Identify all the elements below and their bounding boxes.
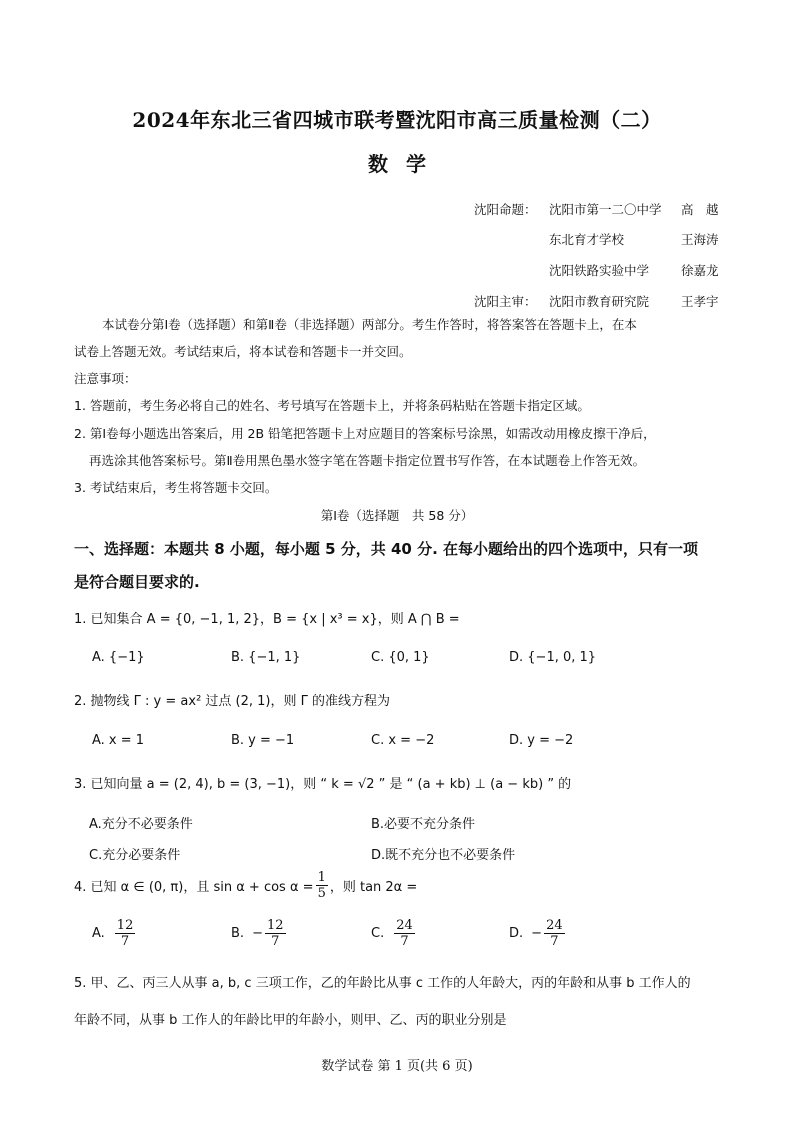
note-3: 3. 考试结束后，考生将答题卡交回。 xyxy=(74,480,278,495)
fraction-denominator: 7 xyxy=(271,934,280,949)
intro-line-2: 试卷上答题无效。考试结束后，将本试卷和答题卡一并交回。 xyxy=(74,344,412,359)
option-label: A. xyxy=(92,926,105,941)
proposers-label: 沈阳命题： xyxy=(474,202,537,217)
question-4-stem xyxy=(74,870,417,901)
option-label: C. xyxy=(371,926,385,941)
question-3-stem: 3. 已知向量 a = (2, 4), b = (3, −1)，则 “ k = √2 ” 是 “ (a + kb) ⊥ (a − kb) ” 的 xyxy=(74,777,572,792)
reviewer-label: 沈阳主审： xyxy=(474,294,537,309)
page-footer: 数学试卷 第 1 页(共 6 页) xyxy=(321,1059,473,1074)
note-1: 1. 答题前，考生务必将自己的姓名、考号填写在答题卡上，并将条码粘贴在答题卡指定区域。 xyxy=(74,398,590,413)
question-2-option-a: A. x = 1 xyxy=(92,733,145,748)
question-3-option-d: D.既不充分也不必要条件 xyxy=(371,848,516,863)
question-2-option-b: B. y = −1 xyxy=(231,733,295,748)
notes-heading: 注意事项： xyxy=(74,371,137,386)
question-1-option-a: A. {−1} xyxy=(92,650,145,665)
question-2-stem: 2. 抛物线 Γ : y = ax² 过点 (2, 1)，则 Γ 的准线方程为 xyxy=(74,694,390,709)
question-2-option-d: D. y = −2 xyxy=(509,733,574,748)
option-fraction xyxy=(115,918,136,949)
note-2a: 2. 第Ⅰ卷每小题选出答案后，用 2B 铅笔把答题卡上对应题目的答案标号涂黑，如需改动用橡皮擦干净后， xyxy=(74,426,656,441)
note-2b: 再选涂其他答案标号。第Ⅱ卷用黑色墨水签字笔在答题卡指定位置书写作答，在本试题卷上作答无效。 xyxy=(89,453,646,468)
fraction-denominator: 7 xyxy=(120,934,130,949)
question-4-stem-pre: 4. 已知 α ∈ (0, π)，且 sin α + cos α = xyxy=(74,880,314,895)
question-2-option-c: C. x = −2 xyxy=(371,733,435,748)
fraction-denominator: 5 xyxy=(317,886,326,901)
reviewer-school: 沈阳市教育研究院 xyxy=(549,294,650,309)
question-1-stem: 1. 已知集合 A = {0, −1, 1, 2}，B = {x | x³ = x}，则 A ⋂ B = xyxy=(74,612,460,627)
option-label: B. xyxy=(231,926,245,941)
question-4-option-b xyxy=(231,918,288,949)
question-5-line-2: 年龄不同，从事 b 工作人的年龄比甲的年龄小，则甲、乙、丙的职业分别是 xyxy=(74,1013,507,1028)
option-label: D. xyxy=(509,926,524,941)
proposer-school-3: 沈阳铁路实验中学 xyxy=(549,263,650,278)
question-4-option-a xyxy=(92,918,137,949)
question-1-option-c: C. {0, 1} xyxy=(371,650,430,665)
question-3-option-a: A.充分不必要条件 xyxy=(89,817,193,832)
option-fraction xyxy=(394,918,415,949)
question-1-option-d: D. {−1, 0, 1} xyxy=(509,650,597,665)
question-4-stem-fraction xyxy=(316,870,328,901)
proposer-name-3: 徐嘉龙 xyxy=(681,263,719,278)
question-4-option-d xyxy=(509,918,567,949)
question-4-stem-post: ，则 tan 2α = xyxy=(329,880,418,895)
part-1-heading: 第Ⅰ卷（选择题 共 58 分） xyxy=(320,508,474,523)
question-5-line-1: 5. 甲、乙、丙三人从事 a, b, c 三项工作，乙的年龄比从事 c 工作的人年龄大，丙的年龄和从事 b 工作人的 xyxy=(74,976,691,991)
proposer-name-1: 高 越 xyxy=(681,202,719,217)
reviewer-name: 王孝宇 xyxy=(681,294,719,309)
fraction-numerator: 24 xyxy=(546,918,563,933)
proposer-name-2: 王海涛 xyxy=(681,232,719,247)
option-fraction xyxy=(265,918,286,949)
proposer-school-1: 沈阳市第一二〇中学 xyxy=(549,202,662,217)
exam-subject: 数学 xyxy=(368,152,444,176)
question-3-option-b: B.必要不充分条件 xyxy=(371,817,476,832)
fraction-numerator: 24 xyxy=(396,918,413,933)
section-1-line-2: 是符合题目要求的. xyxy=(74,573,200,591)
fraction-numerator: 1 xyxy=(317,870,326,885)
question-3-option-c: C.充分必要条件 xyxy=(89,848,181,863)
question-4-option-c xyxy=(371,918,417,949)
question-1-option-b: B. {−1, 1} xyxy=(231,650,301,665)
option-fraction xyxy=(544,918,565,949)
fraction-denominator: 7 xyxy=(400,934,409,949)
intro-line-1: 本试卷分第Ⅰ卷（选择题）和第Ⅱ卷（非选择题）两部分。考生作答时，将答案答在答题卡上，在本 xyxy=(102,317,637,332)
option-sign: − xyxy=(531,926,543,941)
option-sign: − xyxy=(252,926,263,941)
exam-title: 2024年东北三省四城市联考暨沈阳市高三质量检测（二） xyxy=(132,108,662,132)
section-1-line-1: 一、选择题：本题共 8 小题，每小题 5 分，共 40 分. 在每小题给出的四个选项中，只有一项 xyxy=(74,540,699,558)
proposer-school-2: 东北育才学校 xyxy=(549,232,625,247)
fraction-denominator: 7 xyxy=(550,934,559,949)
fraction-numerator: 12 xyxy=(266,918,284,933)
fraction-numerator: 12 xyxy=(116,918,134,933)
